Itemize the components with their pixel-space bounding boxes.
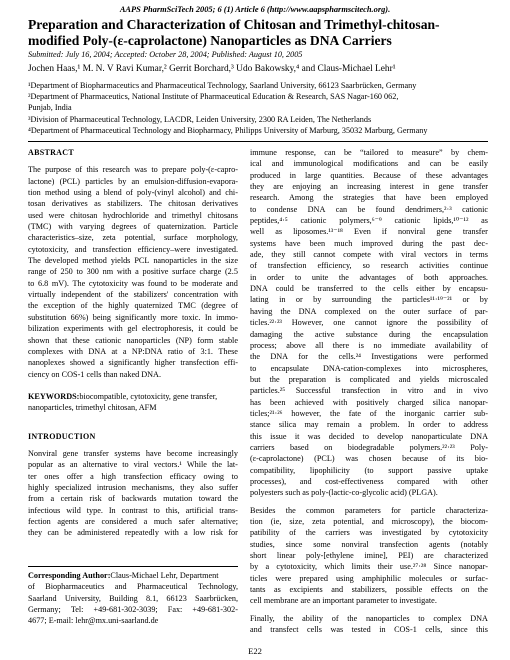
- body-line: to encapsulate DNA-cation-complexes into microspheres,: [250, 363, 488, 373]
- body-line: ticles;²¹·²⁶ however, the fate of the inorganic carrier sub-: [250, 408, 488, 418]
- abstract-line: nanoplexes showed a significantly higher transfection effi-: [28, 358, 238, 368]
- body-line: short linear poly-[ethylene imine], PEI) are characterized: [250, 551, 488, 561]
- body-line: immune response, can be “tailored to measure” by chem-: [250, 148, 488, 157]
- body-line: Besides the common parameters for particle characteriza-: [250, 505, 488, 515]
- abstract-line: The purpose of this research was to prepare poly-(ε-capro-: [28, 165, 238, 175]
- corresponding-line: Germany; Tel: +49-681-302-3039; Fax: +49-681-302-: [28, 605, 238, 615]
- abstract-line: characteristics–size, zeta potential, surface morphology,: [28, 233, 238, 243]
- abstract-line: complexes with DNA at a NP:DNA ratio of 3:1. These: [28, 346, 238, 356]
- body-line: cell membrane are an important parameter to investigate.: [250, 596, 437, 606]
- abstract-line: ciency on COS-1 cells than naked DNA.: [28, 369, 162, 379]
- body-line: carriers based on biodegradable polymers.²²·²³ Poly-: [250, 442, 488, 452]
- keywords-line: nanoparticles, trimethyl chitosan, AFM: [28, 403, 157, 413]
- corresponding-author-note: [28, 566, 238, 627]
- introduction-line: they can be administered repeatedly with a low risk for: [28, 528, 238, 538]
- body-line: ticles were prepared using amphiphilic molecules or surfac-: [250, 573, 488, 583]
- body-line: ade, they still cannot compete with viral vectors in terms: [250, 250, 488, 260]
- abstract-line: The developed method yields PCL nanoparticles in the size: [28, 256, 238, 266]
- affiliation-line: ²Department of Pharmaceutics, National Institute of Pharmaceutical Education & Research, SAS Nagar-160 062,: [28, 92, 399, 102]
- keywords-label: KEYWORDS:: [28, 391, 80, 401]
- corresponding-line: of Biopharmaceutics and Pharmaceutical Technology,: [28, 582, 238, 592]
- paper-title: [28, 17, 498, 48]
- body-line: they are enjoying an increasing interest in gene transfer: [250, 182, 488, 192]
- body-line: studies, since some nonviral transfection agents (notably: [250, 539, 488, 549]
- keywords-text: biocompatible, cytotoxicity, gene transfer,: [79, 391, 218, 401]
- body-line: by a cytotoxicity, which limits their use.²⁷·²⁸ Since nanopar-: [250, 562, 488, 572]
- body-line: (ε-caprolactone) (PCL) was chosen because of its bio-: [250, 454, 488, 464]
- affiliation-line: ⁴Department of Pharmaceutical Technology and Biopharmacy, Philipps University of Marburg, 35032 Marburg, Germany: [28, 125, 428, 135]
- body-paragraph: [250, 147, 488, 499]
- header-divider: [28, 141, 488, 142]
- abstract-line: cytotoxicity, and transfection efficiency–were investigated.: [28, 244, 238, 254]
- journal-header: AAPS PharmSciTech 2005; 6 (1) Article 6 (http://www.aapspharmscitech.org).: [119, 5, 391, 14]
- body-line: Finally, the ability of the nanoparticles to complex DNA: [250, 613, 488, 623]
- body-line: DNA could be transferred to the cells either by encapsu-: [250, 284, 488, 294]
- corresponding-label: Corresponding Author:: [28, 571, 111, 580]
- introduction-body: [28, 448, 238, 539]
- introduction-line: from a certain risk of backwards mutation toward the: [28, 494, 238, 504]
- body-line: peptides,⁴·⁵ cationic polymers,⁶⁻⁹ cationic lipids,¹⁰⁻¹² as: [250, 216, 488, 226]
- body-line: well as liposomes.¹³⁻¹⁸ Even if nonviral gene transfer: [250, 227, 488, 237]
- body-line: in order to unite the advantages of both approaches.: [250, 272, 488, 282]
- body-line: process; above all there is no immediate availability of: [250, 340, 488, 350]
- abstract-line: substitution 66%) being significantly more toxic. In immo-: [28, 312, 238, 322]
- submission-dates: Submitted: July 16, 2004; Accepted: October 28, 2004; Published: August 10, 2005: [28, 50, 303, 59]
- affiliations: [28, 80, 498, 136]
- body-line: lating in or by surrounding the particles¹¹·¹⁹⁻²¹ or by: [250, 295, 488, 305]
- body-line: this issue it was decided to develop nanoparticulate DNA: [250, 431, 488, 441]
- corresponding-line: 4677; E-mail: lehr@mx.uni-saarland.de: [28, 616, 159, 626]
- abstract-line: (TMC) with varying degrees of quaternization. Particle: [28, 222, 238, 232]
- introduction-line: Nonviral gene transfer systems have become increasingly: [28, 448, 238, 458]
- abstract-line: range of 250 to 300 nm with a positive surface charge (2.5: [28, 267, 238, 277]
- affiliation-line: ³Division of Pharmaceutical Technology, LACDR, Leiden University, 2300 RA Leiden, The Netherlands: [28, 114, 372, 124]
- body-line: processes), and cost-effectiveness compared with other: [250, 476, 488, 486]
- abstract-line: lactone) (PCL) particles by an emulsion-diffusion-evapora-: [28, 176, 238, 186]
- body-line: produced in large quantities. Because of these advantages: [250, 170, 488, 180]
- page-number: E22: [248, 646, 262, 656]
- right-column: [250, 147, 488, 635]
- body-line: stance silica may remain a problem. In order to address: [250, 420, 488, 430]
- introduction-line: highly specialized intrusion mechanisms, they also suffer: [28, 482, 238, 492]
- introduction-line: infectious wild type. In contrast to this, artificial trans-: [28, 505, 238, 515]
- keywords-line: [28, 391, 238, 402]
- abstract-line: bilization experiments with gel electrophoresis, it could be: [28, 324, 238, 334]
- body-line: damaging the active substance during the encapsulation: [250, 329, 488, 339]
- author-list: Jochen Haas,¹ M. N. V Ravi Kumar,² Gerrit Borchard,³ Udo Bakowsky,⁴ and Claus-Michael Lehr¹: [28, 64, 396, 74]
- abstract-line: used were chitosan hydrochloride and trimethyl chitosans: [28, 210, 238, 220]
- body-line: tion (ie, size, zeta potential, and microscopy), the biocom-: [250, 517, 488, 526]
- body-line: but the preparation is complicated and yields microscaled: [250, 374, 488, 384]
- body-line: has been achieved with positively charged silica nanopar-: [250, 397, 488, 407]
- body-line: polyesters such as poly-(lactic-co-glycolic acid) (PLGA).: [250, 488, 438, 498]
- abstract-body: [28, 164, 238, 380]
- title-line: modified Poly-(ε-caprolactone) Nanoparticles as DNA Carriers: [28, 32, 392, 48]
- body-line: and transfect cells was tested in COS-1 cells, since this: [250, 625, 488, 635]
- corresponding-line: Saarland University, Building 8.1, 66123 Saarbrücken,: [28, 593, 238, 603]
- abstract-heading: ABSTRACT: [28, 148, 74, 157]
- body-line: compatibility, lipophilicity (to support passive uptake: [250, 465, 488, 475]
- abstract-line: to 6.8 mV). The cytotoxicity was found to be moderate and: [28, 278, 238, 288]
- body-line: tants as excipients and stabilizers, possible effects on the: [250, 585, 488, 595]
- introduction-line: popular as an alternative to viral vectors.¹ While the lat-: [28, 460, 238, 470]
- abstract-line: tion method using a blend of poly-(vinyl alcohol) and chi-: [28, 188, 238, 198]
- body-line: patibility of the carriers was investigated by cytotoxicity: [250, 528, 488, 538]
- introduction-line: fection agents are considered a much safer alternative;: [28, 516, 238, 526]
- body-paragraph: [250, 505, 488, 607]
- body-line: having the DNA complexed on the outer surface of par-: [250, 306, 488, 316]
- corresponding-line: [28, 570, 238, 581]
- keywords: [28, 391, 238, 414]
- left-column: [28, 147, 238, 539]
- corresponding-text: Claus-Michael Lehr, Department: [110, 571, 219, 580]
- abstract-line: virtually independent of the stabilizers' concentration with: [28, 290, 238, 300]
- introduction-line: ter ones offer a high transfection efficacy owing to: [28, 471, 238, 481]
- affiliation-line: ¹Department of Biopharmaceutics and Pharmaceutical Technology, Saarland University, 66123 Saarbrücken, Germany: [28, 81, 417, 90]
- abstract-line: shown that these cationic nanoparticles (NP) form stable: [28, 335, 238, 345]
- body-line: to condense DNA can be found dendrimers,²·³ cationic: [250, 204, 488, 214]
- introduction-heading: INTRODUCTION: [28, 431, 96, 441]
- body-line: research. Among the strategies that have been employed: [250, 193, 488, 203]
- body-paragraph: [250, 613, 488, 636]
- title-line: Preparation and Characterization of Chitosan and Trimethyl-chitosan-: [28, 17, 440, 32]
- body-line: systems have been much improved during the past dec-: [250, 238, 488, 248]
- abstract-line: tosan derivatives as stabilizers. The chitosan derivatives: [28, 199, 238, 209]
- body-line: of transfection efficiency, so research activities continue: [250, 261, 488, 271]
- abstract-line: the exception of the highly quaternized TMC (degree of: [28, 301, 238, 311]
- body-line: particles.²⁵ Successful transfection in vitro and in vivo: [250, 386, 488, 396]
- affiliation-line: Punjab, India: [28, 103, 72, 113]
- body-line: ical and immunological modifications and can be easily: [250, 159, 488, 169]
- body-line: the DNA for the cells.²⁴ Investigations were performed: [250, 352, 488, 362]
- body-line: ticles.²²·²³ However, one cannot ignore the possibility of: [250, 318, 488, 328]
